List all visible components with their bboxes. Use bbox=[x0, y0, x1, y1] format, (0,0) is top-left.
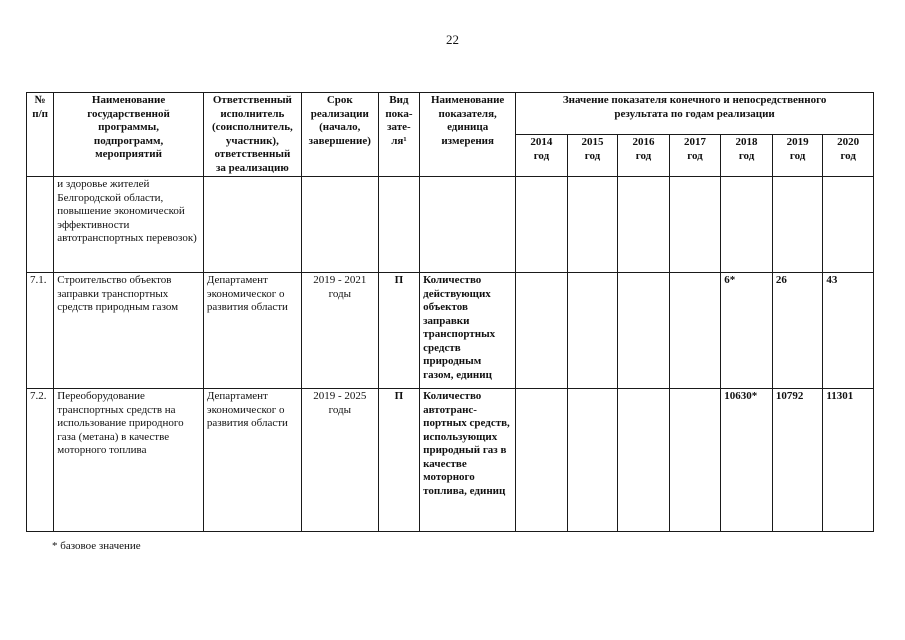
cell-value bbox=[567, 273, 618, 389]
header-year-text: 2014 год bbox=[530, 136, 553, 162]
cell-value bbox=[516, 273, 568, 389]
cell-indicator: Количество автотранс-портных средств, использующих природный газ в качестве моторного топлива, единиц bbox=[420, 389, 516, 532]
table-row bbox=[27, 177, 874, 273]
cell-num bbox=[27, 177, 54, 273]
indicators-table bbox=[26, 92, 874, 532]
header-responsible-text: Ответственный исполнитель (соисполнитель, участник), ответственный за реализацию bbox=[211, 94, 293, 174]
cell-value bbox=[618, 389, 670, 532]
cell-responsible: Департамент экономическог о развития области bbox=[203, 273, 301, 389]
header-indicator bbox=[420, 93, 516, 177]
header-type-text: Вид пока- зате- ля¹ bbox=[385, 94, 413, 147]
cell-value bbox=[669, 177, 721, 273]
cell-value bbox=[567, 389, 618, 532]
header-term bbox=[301, 93, 378, 177]
header-year bbox=[721, 135, 773, 177]
header-year-text: 2016 год bbox=[632, 136, 655, 162]
header-num-text: № п/п bbox=[32, 94, 48, 120]
cell-responsible bbox=[203, 177, 301, 273]
header-year bbox=[772, 135, 823, 177]
cell-indicator: Количество действующих объектов заправки транспортных средств природным газом, единиц bbox=[420, 273, 516, 389]
cell-num: 7.1. bbox=[27, 273, 54, 389]
header-year bbox=[516, 135, 568, 177]
table-row bbox=[27, 273, 874, 389]
footnote: * базовое значение bbox=[52, 540, 141, 552]
header-type bbox=[378, 93, 419, 177]
cell-program: и здоровье жителей Белгородской области, повышение экономической эффективности автотранспортных перевозок) bbox=[54, 177, 204, 273]
header-indicator-text: Наименование показателя, единица измерения bbox=[430, 94, 505, 147]
cell-value bbox=[721, 177, 773, 273]
header-values-group-text: Значение показателя конечного и непосредственного результата по годам реализации bbox=[562, 94, 827, 120]
header-year bbox=[618, 135, 670, 177]
cell-value bbox=[772, 177, 823, 273]
cell-type: П bbox=[378, 389, 419, 532]
cell-type: П bbox=[378, 273, 419, 389]
cell-value: 11301 bbox=[823, 389, 874, 532]
header-values-group bbox=[516, 93, 874, 135]
cell-term: 2019 - 2025 годы bbox=[301, 389, 378, 532]
cell-value bbox=[516, 177, 568, 273]
table-row bbox=[27, 389, 874, 532]
cell-term bbox=[301, 177, 378, 273]
header-year-text: 2015 год bbox=[581, 136, 604, 162]
cell-indicator bbox=[420, 177, 516, 273]
header-year-text: 2018 год bbox=[735, 136, 758, 162]
header-responsible bbox=[203, 93, 301, 177]
cell-value: 10630* bbox=[721, 389, 773, 532]
cell-value bbox=[618, 177, 670, 273]
header-program-text: Наименование государственной программы, подпрограмм, мероприятий bbox=[87, 94, 170, 160]
header-term-text: Срок реализации (начало, завершение) bbox=[308, 94, 371, 147]
header-year bbox=[567, 135, 618, 177]
cell-value bbox=[823, 177, 874, 273]
cell-value: 26 bbox=[772, 273, 823, 389]
cell-responsible: Департамент экономическог о развития области bbox=[203, 389, 301, 532]
header-num bbox=[27, 93, 54, 177]
cell-program: Переоборудование транспортных средств на использование природного газа (метана) в качестве моторного топлива bbox=[54, 389, 204, 532]
header-row-1 bbox=[27, 93, 874, 135]
cell-value bbox=[618, 273, 670, 389]
cell-value bbox=[516, 389, 568, 532]
header-year-text: 2017 год bbox=[684, 136, 707, 162]
header-year bbox=[669, 135, 721, 177]
cell-program: Строительство объектов заправки транспортных средств природным газом bbox=[54, 273, 204, 389]
cell-num: 7.2. bbox=[27, 389, 54, 532]
cell-value bbox=[567, 177, 618, 273]
cell-value bbox=[669, 273, 721, 389]
cell-value bbox=[669, 389, 721, 532]
header-year-text: 2020 год bbox=[837, 136, 860, 162]
header-year-text: 2019 год bbox=[786, 136, 809, 162]
cell-value: 10792 bbox=[772, 389, 823, 532]
page-number: 22 bbox=[446, 32, 459, 47]
cell-value: 43 bbox=[823, 273, 874, 389]
header-year bbox=[823, 135, 874, 177]
header-program bbox=[54, 93, 204, 177]
cell-term: 2019 - 2021 годы bbox=[301, 273, 378, 389]
cell-value: 6* bbox=[721, 273, 773, 389]
cell-type bbox=[378, 177, 419, 273]
